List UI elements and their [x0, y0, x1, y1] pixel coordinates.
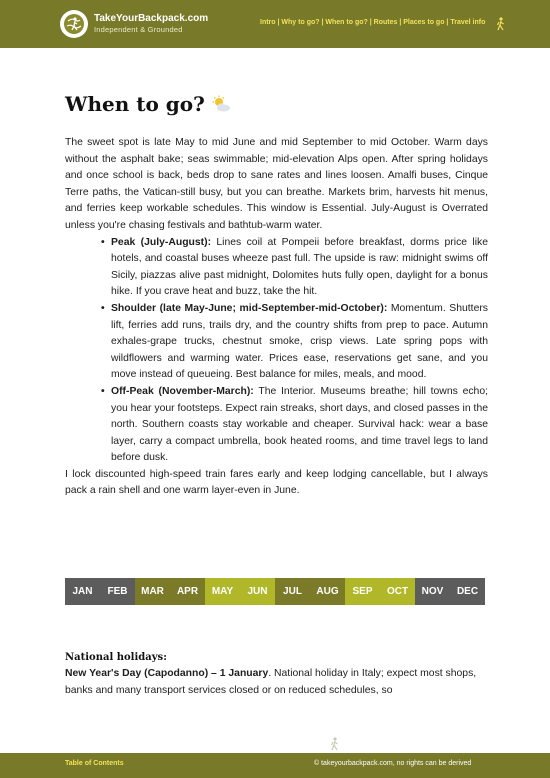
month-sep: SEP: [345, 578, 380, 605]
month-feb: FEB: [100, 578, 135, 605]
holiday-label: New Year's Day (Capodanno) – 1 January: [65, 668, 269, 679]
month-jun: JUN: [240, 578, 275, 605]
outro-paragraph: I lock discounted high-speed train fares early and keep lodging cancellable, but I always pack a rain shell and one warm layer-even in June.: [65, 468, 488, 497]
intro-paragraph: The sweet spot is late May to mid June and mid September to mid October. Warm days without the asphalt bake; seas swimmable; mid-elevation Alps open. After spring holidays and once school is back, beds drop to sane rates and lines loosen. Amalfi buses, Cinque Terre paths, the Vatican-still busy, but you can breathe. Markets brim, harvests hit menus, and ferries keep workable schedules. This window is Essential. July-August is Overrated unless you're chasing festivals and bathtub-warm water.: [65, 137, 488, 231]
nav-routes[interactable]: Routes: [373, 19, 398, 26]
nav-places-to-go[interactable]: Places to go: [403, 19, 445, 26]
season-label: Peak (July-August):: [111, 236, 212, 248]
brand-tagline: Independent & Grounded: [94, 25, 183, 34]
top-nav: Intro | Why to go? | When to go? | Routes | Places to go | Travel info: [260, 19, 486, 26]
season-text: Momentum. Shutters lift, ferries add runs, trails dry, and the country shifts from prep to pace. Autumn exhales-grape trucks, chestnut smoke, crisp views. Late spring pops with wildflowers and warming water. Prices ease, reservations get sane, and you move instead of queueing. Best balance for miles, meals, and mood.: [111, 302, 488, 381]
month-aug: AUG: [310, 578, 345, 605]
month-dec: DEC: [450, 578, 485, 605]
season-text: The Interior. Museums breathe; hill towns echo; you hear your footsteps. Expect rain streaks, short days, and closed passes in the north. Southern coasts stay workable and cheaper. Survival hack: wear a base layer, carry a compact umbrella, book heated rooms, and time travel legs to land before dusk.: [111, 385, 488, 464]
nav-intro[interactable]: Intro: [260, 19, 276, 26]
nav-when-to-go[interactable]: When to go?: [325, 19, 368, 26]
hiker-icon: [496, 17, 506, 36]
season-item-peak: [101, 235, 488, 301]
site-footer: [0, 753, 550, 778]
sun-cloud-icon: [211, 95, 231, 113]
month-jul: JUL: [275, 578, 310, 605]
holiday-item: [65, 666, 488, 699]
holidays-heading: National holidays:: [65, 652, 167, 663]
month-may: MAY: [205, 578, 240, 605]
holiday-text: . National holiday in Italy; expect most shops, banks and many transport services closed or on reduced schedules, so: [65, 668, 477, 696]
season-item-shoulder: [101, 301, 488, 384]
season-text: Lines coil at Pompeii before breakfast, dorms price like hotels, and coastal buses wheeze past full. The upside is raw: midnight swims off Sicily, piazzas alive past midnight, Dolomites huts fully open, daylight for a bonus hike. If you crave heat and buzz, take the hit.: [111, 236, 488, 298]
content-body: [65, 135, 488, 500]
copyright-text: © takeyourbackpack.com, no rights can be derived: [314, 760, 472, 767]
season-label: Shoulder (late May-June; mid-September-mid-October):: [111, 302, 388, 314]
site-header: [0, 0, 550, 48]
page-title: [65, 92, 231, 116]
month-nov: NOV: [415, 578, 450, 605]
nav-travel-info[interactable]: Travel info: [450, 19, 486, 26]
globe-hiker-icon: [60, 10, 88, 38]
page-title-text: When to go?: [65, 92, 205, 116]
month-oct: OCT: [380, 578, 415, 605]
month-bar: [65, 578, 485, 605]
brand-logo[interactable]: [60, 10, 208, 38]
month-jan: JAN: [65, 578, 100, 605]
season-item-off-peak: [101, 384, 488, 467]
brand-name: TakeYourBackpack.com: [94, 13, 209, 24]
month-mar: MAR: [135, 578, 170, 605]
month-apr: APR: [170, 578, 205, 605]
season-label: Off-Peak (November-March):: [111, 385, 254, 397]
table-of-contents-link[interactable]: Table of Contents: [65, 760, 124, 767]
season-list: [101, 235, 488, 467]
nav-why-to-go[interactable]: Why to go?: [281, 19, 320, 26]
